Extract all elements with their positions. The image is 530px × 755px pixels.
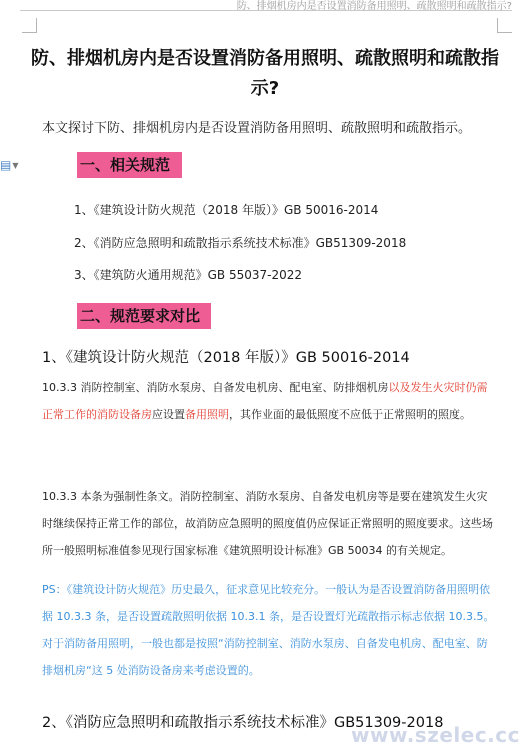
document-icon: ▤	[0, 158, 12, 172]
paragraph-menu-widget[interactable]	[0, 154, 22, 176]
page-title: 防、排烟机房内是否设置消防备用照明、疏散照明和疏散指示?	[31, 48, 499, 99]
clause-paragraph: 10.3.3 消防控制室、消防水泵房、自备发电机房、配电室、防排烟机房以及发生火灾时仍需正常工作的消防设备房应设置备用照明，其作业面的最低照度不应低于正常照明的照度。	[42, 381, 488, 421]
reference-item: 3、《建筑防火通用规范》GB 55037-2022	[74, 268, 303, 282]
reference-item: 1、《建筑设计防火规范（2018 年版）》GB 50016-2014	[74, 203, 379, 217]
chevron-down-icon: ▼	[12, 160, 19, 170]
ps-note-paragraph: PS：《建筑设计防火规范》历史最久，征求意见比较充分。一般认为是否设置消防备用照明依据 10.3.3 条，是否设置疏散照明依据 10.3.1 条，是否设置灯光疏散指示标志依据 10.3.5。对于消防备用照明，一般也都是按照“消防控制室、消防水泵房、自备发电机房、配电室、防排烟机房“这 5 处消防设备房来考虑设置的。	[42, 583, 495, 677]
section-heading-related-standards: 一、相关规范	[77, 152, 182, 178]
margin-corner-mark	[22, 18, 37, 33]
running-header: 防、排烟机房内是否设置消防备用照明、疏散照明和疏散指示?	[236, 1, 512, 12]
intro-paragraph: 本文探讨下防、排烟机房内是否设置消防备用照明、疏散照明和疏散指示。	[42, 121, 472, 136]
header-rule	[20, 10, 512, 11]
subsection-heading: 1、《建筑设计防火规范（2018 年版）》GB 50016-2014	[42, 350, 410, 366]
reference-item: 2、《消防应急照明和疏散指示系统技术标准》GB51309-2018	[74, 236, 407, 250]
margin-corner-mark	[497, 18, 512, 33]
subsection-heading: 2、《消防应急照明和疏散指示系统技术标准》GB51309-2018	[42, 715, 444, 731]
section-heading-comparison: 二、规范要求对比	[77, 303, 211, 329]
site-watermark: www.szelec.cc	[351, 723, 520, 747]
explanation-paragraph: 10.3.3 本条为强制性条文。消防控制室、消防水泵房、自备发电机房等是要在建筑发生火灾时继续保持正常工作的部位，故消防应急照明的照度值仍应保证正常照明的照度要求。这些场所一般照明标准值参见现行国家标准《建筑照明设计标准》GB 50034 的有关规定。	[42, 490, 493, 557]
